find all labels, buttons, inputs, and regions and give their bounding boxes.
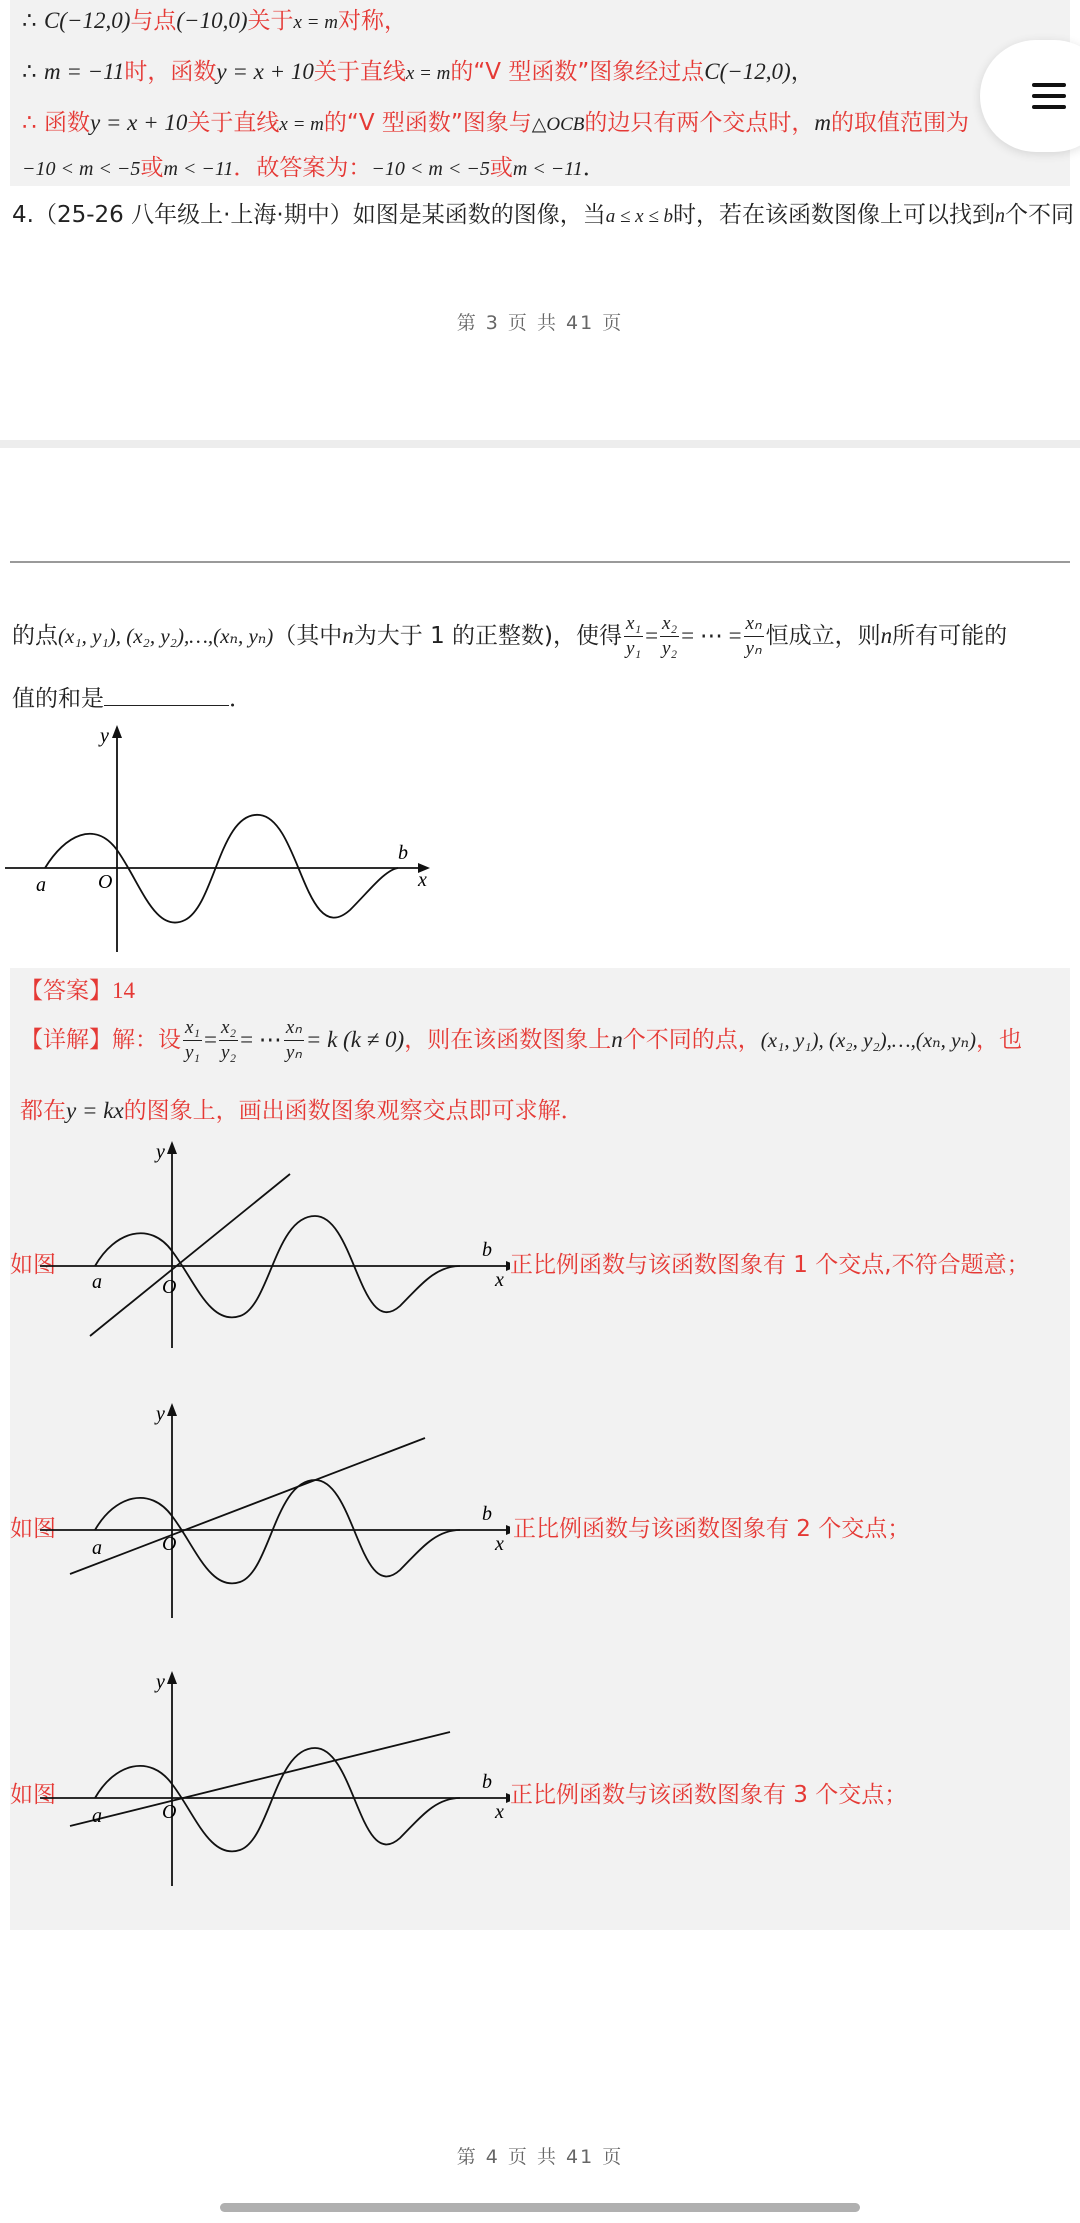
menu-button[interactable] xyxy=(980,40,1080,152)
solution-line-2: ∴ m = −11时，函数y = x + 10关于直线x = m的“V 型函数”图象经过点C(−12,0)， xyxy=(22,59,814,85)
detail-line-1: 【详解】解：设 $\frac{\text{x₁}}{\text{y₁}}$ = $\frac{\text{x₂}}{\text{y₂}}$ = ⋯ $\frac{\text{xₙ}}{\text{yₙ}}$ = k (k ≠ 0)，则在该函数图象上n个不同的点，(x₁, y₁), (x₂, y₂),…,(xₙ, yₙ)，也 xyxy=(20,1017,1022,1063)
page-gap xyxy=(0,440,1080,448)
graph-3-caption: 正比例函数与该函数图象有 3 个交点； xyxy=(510,1782,908,1808)
graph-3-a-label: a xyxy=(92,1805,102,1827)
graph-2-x-label: x xyxy=(495,1533,504,1555)
graph-1-x-label: x xyxy=(495,1269,504,1291)
hamburger-menu-icon[interactable] xyxy=(1032,83,1066,87)
question-4-line-1: 的点(x₁, y₁), (x₂, y₂),…,(xₙ, yₙ)（其中n为大于 1 的正整数)，使得 $\frac{\text{x₁}}{\text{y₁}}$ = $\frac{\text{x₂}}{\text{y₂}}$ = ⋯ = $\frac{\text{xₙ}}{\text{yₙ}}$ 恒成立，则n所有可能的 xyxy=(12,613,1008,659)
point-b-label: b xyxy=(398,842,408,864)
question-4-line-2: 值的和是 ． xyxy=(12,686,252,712)
answer-section xyxy=(10,968,1070,1930)
graph-1-b-label: b xyxy=(482,1239,492,1261)
solution-line-3: ∴ 函数y = x + 10关于直线x = m的“V 型函数”图象与△OCB的边只有两个交点时，m的取值范围为 xyxy=(22,110,970,136)
graph-1-side-label: 如图 xyxy=(10,1252,56,1278)
graph-3-b-label: b xyxy=(482,1771,492,1793)
graph-1-caption: 正比例函数与该函数图象有 1 个交点,不符合题意； xyxy=(510,1252,1030,1278)
graph-2-b-label: b xyxy=(482,1503,492,1525)
detail-line-2: 都在y = kx的图象上，画出函数图象观察交点即可求解． xyxy=(20,1098,584,1124)
y-axis-label: y xyxy=(100,725,109,747)
x-axis-label: x xyxy=(418,869,427,891)
question-function-graph xyxy=(0,720,440,960)
graph-2-a-label: a xyxy=(92,1537,102,1559)
graph-2-y-label: y xyxy=(156,1403,165,1425)
graph-2-caption: 正比例函数与该函数图象有 2 个交点； xyxy=(513,1516,911,1542)
graph-2-origin-label: O xyxy=(162,1533,177,1555)
graph-2-side-label: 如图 xyxy=(10,1516,56,1542)
page-header-rule xyxy=(10,561,1070,563)
home-indicator[interactable] xyxy=(220,2203,860,2212)
solution-line-1: ∴ C(−12,0)与点(−10,0)关于x = m对称， xyxy=(22,8,407,34)
page-3-section xyxy=(0,0,1080,440)
detail-fraction-2: $\frac{\text{x₂}}{\text{y₂}}$ xyxy=(221,1017,237,1063)
answer-line: 【答案】14 xyxy=(20,978,135,1004)
graph-1-y-label: y xyxy=(156,1141,165,1163)
hamburger-menu-icon-bar-3 xyxy=(1032,105,1066,109)
graph-1-one-intersection xyxy=(30,1136,510,1376)
graph-1-a-label: a xyxy=(92,1271,102,1293)
hamburger-menu-icon-bar-2 xyxy=(1032,94,1066,98)
point-a-label: a xyxy=(36,874,46,896)
graph-3-three-intersections xyxy=(30,1666,510,1911)
fraction-x1-y1: $\frac{\text{x₁}}{\text{y₁}}$ xyxy=(626,613,642,659)
graph-3-origin-label: O xyxy=(162,1801,177,1823)
previous-solution-block xyxy=(10,0,1070,186)
page-4-footer: 第 4 页 共 41 页 xyxy=(456,2146,624,2168)
origin-label: O xyxy=(98,871,113,893)
graph-3-side-label: 如图 xyxy=(10,1782,56,1808)
graph-2-two-intersections xyxy=(30,1398,510,1643)
solution-line-4: −10 < m < −5或m < −11．故答案为：−10 < m < −5或m < −11． xyxy=(22,155,606,181)
fraction-x2-y2: $\frac{\text{x₂}}{\text{y₂}}$ xyxy=(662,613,678,659)
fraction-xn-yn: $\frac{\text{xₙ}}{\text{yₙ}}$ xyxy=(745,613,762,659)
detail-fraction-n: $\frac{\text{xₙ}}{\text{yₙ}}$ xyxy=(285,1017,302,1063)
graph-3-x-label: x xyxy=(495,1801,504,1823)
answer-blank xyxy=(104,685,229,706)
question-4-start: 4.（25-26 八年级上·上海·期中）如图是某函数的图像，当a ≤ x ≤ b时，若在该函数图像上可以找到n个不同 xyxy=(12,202,1075,228)
page-3-footer: 第 3 页 共 41 页 xyxy=(456,312,624,334)
graph-3-y-label: y xyxy=(156,1671,165,1693)
graph-1-origin-label: O xyxy=(162,1276,177,1298)
detail-fraction-1: $\frac{\text{x₁}}{\text{y₁}}$ xyxy=(185,1017,201,1063)
